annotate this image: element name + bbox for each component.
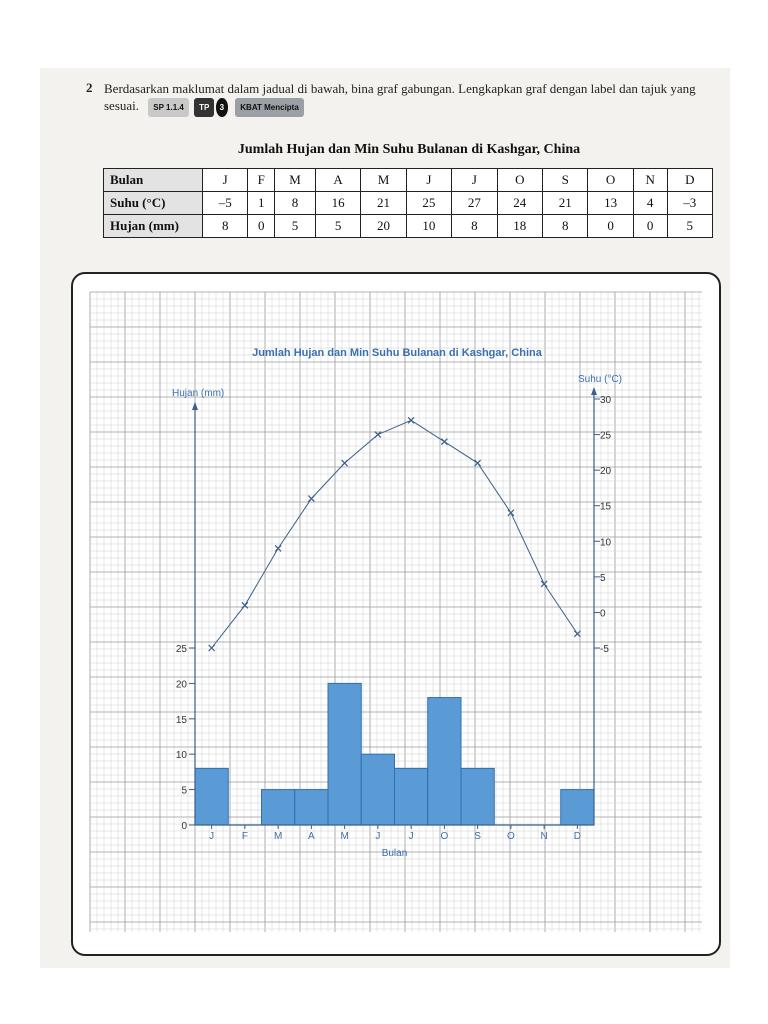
- table-cell: S: [542, 169, 587, 192]
- table-cell: J: [406, 169, 451, 192]
- x-tick-label: A: [308, 831, 315, 842]
- hujan-tick-label: 15: [175, 714, 187, 726]
- rainfall-bar: [195, 768, 228, 825]
- table-cell: 8: [275, 192, 316, 215]
- suhu-tick-label: -5: [600, 644, 609, 655]
- x-tick-label: O: [440, 831, 449, 842]
- table-cell: F: [248, 169, 275, 192]
- hujan-tick-label: 10: [175, 750, 187, 762]
- table-cell: 21: [542, 192, 587, 215]
- temperature-point: [209, 645, 215, 651]
- x-tick-label: F: [241, 831, 248, 842]
- x-tick-label: S: [474, 831, 481, 842]
- x-tick-label: D: [573, 831, 581, 842]
- table-cell: D: [667, 169, 712, 192]
- temperature-point: [574, 631, 580, 637]
- rainfall-bar: [295, 790, 328, 825]
- x-tick-label: M: [340, 831, 349, 842]
- suhu-tick-label: 5: [600, 572, 606, 584]
- suhu-tick-label: 0: [600, 608, 606, 620]
- temperature-point: [308, 496, 314, 502]
- kbat-badge: KBAT Mencipta: [235, 98, 304, 117]
- table-cell: 4: [633, 192, 667, 215]
- rainfall-bar: [262, 790, 295, 825]
- table-title: Jumlah Hujan dan Min Suhu Bulanan di Kashgar, China: [237, 142, 581, 157]
- table-cell: 0: [248, 215, 275, 238]
- table-cell: 5: [667, 215, 712, 238]
- temperature-point: [441, 439, 447, 445]
- hujan-axis-label: Hujan (mm): [172, 388, 225, 399]
- table-cell: J: [203, 169, 248, 192]
- hujan-tick-label: 0: [181, 821, 187, 832]
- table-cell: 0: [633, 215, 667, 238]
- suhu-tick-label: 20: [600, 466, 612, 478]
- table-cell: 16: [315, 192, 360, 215]
- table-cell: 8: [203, 215, 248, 238]
- rainfall-bar: [328, 683, 361, 825]
- temperature-point: [275, 545, 281, 551]
- suhu-tick-label: 25: [600, 430, 612, 442]
- x-axis-label: Bulan: [381, 848, 408, 859]
- table-cell: 8: [542, 215, 587, 238]
- table-cell: 1: [248, 192, 275, 215]
- x-tick-label: J: [408, 831, 414, 842]
- temperature-point: [342, 460, 348, 466]
- x-tick-label: J: [209, 831, 215, 842]
- rainfall-bar: [561, 790, 594, 825]
- temperature-point: [375, 432, 381, 438]
- hujan-tick-label: 5: [181, 785, 187, 797]
- table-cell: 10: [406, 215, 451, 238]
- rainfall-bar: [461, 768, 494, 825]
- table-cell: 5: [275, 215, 316, 238]
- table-cell: O: [588, 169, 633, 192]
- table-cell: O: [497, 169, 542, 192]
- tp-level-badge: 3: [216, 98, 228, 117]
- x-tick-label: J: [375, 831, 381, 842]
- table-cell: M: [361, 169, 406, 192]
- temperature-point: [475, 460, 481, 466]
- table-cell: –3: [667, 192, 712, 215]
- temperature-point: [242, 602, 248, 608]
- row-header: Hujan (mm): [104, 215, 203, 238]
- table-cell: A: [315, 169, 360, 192]
- suhu-tick-label: 15: [600, 501, 612, 513]
- chart-title: Jumlah Hujan dan Min Suhu Bulanan di Kashgar, China: [252, 347, 542, 359]
- table-cell: N: [633, 169, 667, 192]
- tp-badge: TP: [194, 98, 214, 117]
- table-cell: 21: [361, 192, 406, 215]
- table-cell: 25: [406, 192, 451, 215]
- table-cell: 8: [452, 215, 497, 238]
- suhu-axis-arrow: [591, 387, 597, 395]
- question-body: Berdasarkan maklumat dalam jadual di bawah, bina graf gabungan. Lengkapkan graf dengan label dan tajuk yang sesuai.: [104, 81, 696, 113]
- suhu-tick-label: 10: [600, 537, 612, 549]
- rainfall-bar: [361, 754, 394, 825]
- table-cell: –5: [203, 192, 248, 215]
- suhu-tick-label: 30: [600, 395, 612, 406]
- table-cell: 5: [315, 215, 360, 238]
- sp-badge: SP 1.1.4: [148, 98, 189, 117]
- x-tick-label: N: [540, 831, 548, 842]
- hujan-tick-label: 20: [175, 679, 187, 691]
- question-number: 2: [86, 80, 93, 95]
- row-header: Bulan: [104, 169, 203, 192]
- table-cell: 27: [452, 192, 497, 215]
- table-cell: 0: [588, 215, 633, 238]
- table-cell: 18: [497, 215, 542, 238]
- table-cell: 20: [361, 215, 406, 238]
- row-header: Suhu (°C): [104, 192, 203, 215]
- table-cell: J: [452, 169, 497, 192]
- hujan-tick-label: 25: [175, 644, 187, 655]
- x-tick-label: M: [273, 831, 283, 842]
- table-cell: 24: [497, 192, 542, 215]
- table-cell: 13: [588, 192, 633, 215]
- table-cell: M: [275, 169, 316, 192]
- x-tick-label: O: [506, 831, 515, 842]
- temperature-point: [508, 510, 514, 516]
- rainfall-bar: [428, 698, 461, 825]
- rainfall-bar: [395, 768, 428, 825]
- hujan-axis-arrow: [192, 402, 198, 410]
- suhu-axis-label: Suhu (°C): [578, 374, 623, 385]
